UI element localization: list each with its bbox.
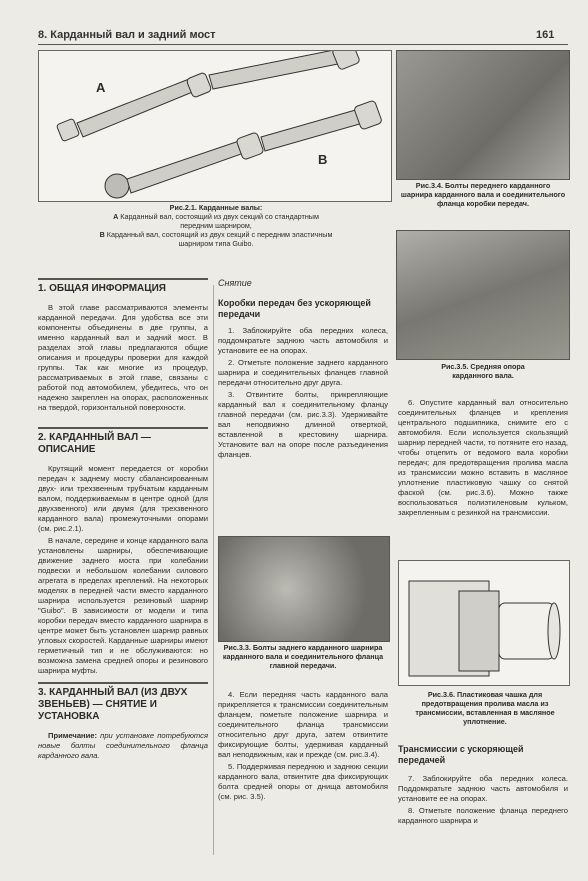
section-2-body <box>38 464 208 676</box>
steps-4-5 <box>218 690 388 804</box>
note-text: при установке потребуются новые болты соединительного фланца карданного вала. <box>38 731 208 760</box>
figure-2-1-caption <box>98 203 334 248</box>
step-5: 5. Поддерживая переднюю и заднюю секции карданного вала, отвинтите два фиксирующих болта средней опоры от днища автомобиля (см. рис. 3.5). <box>218 762 388 801</box>
figure-label-a: A <box>96 80 106 95</box>
chapter-title: 8. Карданный вал и задний мост <box>38 29 216 41</box>
step-3: 3. Отвинтите болты, прикрепляющие карданный вал к соединительному фланцу главной передачи (см. рис.3.3). Удерживайте вал неподвижно длинной отверткой, вставленной в крестовину шарнира. Установите вал на опоре после разъединения фланцев. <box>218 390 388 459</box>
figure-label-b: B <box>318 152 328 167</box>
figure-2-1-drawing <box>38 50 392 202</box>
section-2-heading: 2. КАРДАННЫЙ ВАЛ — ОПИСАНИЕ <box>38 427 208 456</box>
photo-3-3 <box>218 536 390 642</box>
column-divider <box>213 285 214 855</box>
steps-1-3 <box>218 326 388 460</box>
step-2: 2. Отметьте положение заднего карданного шарнира и соединительных фланцев главной передачи относительно друг друга. <box>218 358 388 387</box>
step-6: 6. Опустите карданный вал относительно соединительных фланцев и крепления центрального подшипника, снимите его с автомобиля. Если используется скользящий шарнир передней части, то потяните его назад, чтобы отцепить от ведомого вала коробки передач; для предотвращения пролива масла из трансмиссии можно вставить в масляное уплотнение пластиковую чашку со снятой фаской (см. рис.3.6). Можно также воспользоваться полиэтиленовым кульком, закрепленным с резинкой на трансмиссии. <box>398 398 568 517</box>
steps-7-8 <box>398 774 568 828</box>
step-7: 7. Заблокируйте оба передних колеса. Поддомкратьте заднюю часть автомобиля и установите ее на опорах. <box>398 774 568 803</box>
paragraph: В этой главе рассматриваются элементы карданной передачи. Для удобства все эти компоненты объединены в две группы, а именно карданный вал и задний мост. В разделах этой главы предлагаются общие описания и процедуры проверки для каждой группы. Так как многие из процедур, рассматриваемых в этой главе, связаны с работой под автомобилем, убедитесь, что он надежно закреплен на опорах, расположенных на твердой, горизонтальной поверхности. <box>38 303 208 412</box>
page-number: 161 <box>536 29 555 41</box>
manual-gearbox-heading: Коробки передач без ускоряющей передачи <box>218 298 371 319</box>
figure-3-6-caption: Рис.3.6. Пластиковая чашка для предотвращения пролива масла из трансмиссии, вставленная в масляное уплотнение. <box>415 690 555 726</box>
paragraph: Крутящий момент передается от коробки передач к заднему мосту сбалансированным двух- или трехзвенным трубчатым карданным валом, поддерживаемым в центре одной (для двухзвенного) или двумя (для трехзвенного карданного вала) промежуточными опорами (см. рис.2.1). <box>38 464 208 533</box>
figure-3-3-caption: Рис.3.3. Болты заднего карданного шарнира карданного вала и соединительного фланца главной передачи. <box>222 643 384 670</box>
overdrive-heading: Трансмиссии с ускоряющей передачей <box>398 744 524 765</box>
caption-line-a <box>98 212 334 230</box>
photo-3-4 <box>396 50 570 180</box>
caption-key-a: A <box>113 212 119 221</box>
column-2 <box>218 278 388 462</box>
step-4: 4. Если передняя часть карданного вала прикрепляется к трансмиссии соединительным фланцем, пометьте положение шарнира и соединительного фланца трансмиссии относительно друг друга, затем отвинтите фиксирующие болты, удерживая карданный вал неподвижным, как и прежде (см. рис.3.4). <box>218 690 388 759</box>
section-3-heading: 3. КАРДАННЫЙ ВАЛ (ИЗ ДВУХ ЗВЕНЬЕВ) — СНЯТИЕ И УСТАНОВКА <box>38 682 208 723</box>
caption-text-a: Карданный вал, состоящий из двух секций со стандартным передним шарниром, <box>118 212 319 230</box>
removal-heading: Снятие <box>218 278 252 288</box>
section-3-note <box>38 731 208 761</box>
caption-title: Рис.2.1. Карданные валы: <box>169 203 263 212</box>
step-8: 8. Отметьте положение фланца переднего карданного шарнира и <box>398 806 568 825</box>
caption-key-b: B <box>99 230 105 239</box>
plastic-cup-illustration <box>399 561 569 685</box>
paragraph: В начале, середине и конце карданного вала установлены шарниры, обеспечивающие движение заднего моста при колебании подвески и небольшом колебании силового агрегата в пределах креплений. На некоторых моделях в передней части вместо карданного шарнира используется резиновый шарнир "Guibo". В зависимости от модели и типа коробки передач вместо карданного шарнира в центре может быть установлен шарнир равных угловых скоростей. Карданные шарниры имеют герметичный тип и не обслуживаются: но возможна замена средней опоры и резинового шарнира муфты. <box>38 536 208 675</box>
caption-line-b <box>98 230 334 248</box>
caption-text-b: Карданный вал, состоящий из двух секций с передним эластичным шарниром типа Guibo. <box>104 230 333 248</box>
section-1-heading: 1. ОБЩАЯ ИНФОРМАЦИЯ <box>38 278 208 295</box>
section-1-body <box>38 303 208 413</box>
figure-3-4-caption: Рис.3.4. Болты переднего карданного шарнира карданного вала и соединительного фланца коробки передач. <box>400 181 566 208</box>
step-1: 1. Заблокируйте оба передних колеса, поддомкратьте заднюю часть автомобиля и установите ее на опорах. <box>218 326 388 355</box>
figure-3-6-drawing <box>398 560 570 686</box>
photo-3-5 <box>396 230 570 360</box>
column-1 <box>38 278 208 761</box>
figure-3-5-caption: Рис.3.5. Средняя опора карданного вала. <box>441 362 525 380</box>
note-label: Примечание: <box>48 731 98 740</box>
propeller-shafts-illustration <box>39 51 391 201</box>
